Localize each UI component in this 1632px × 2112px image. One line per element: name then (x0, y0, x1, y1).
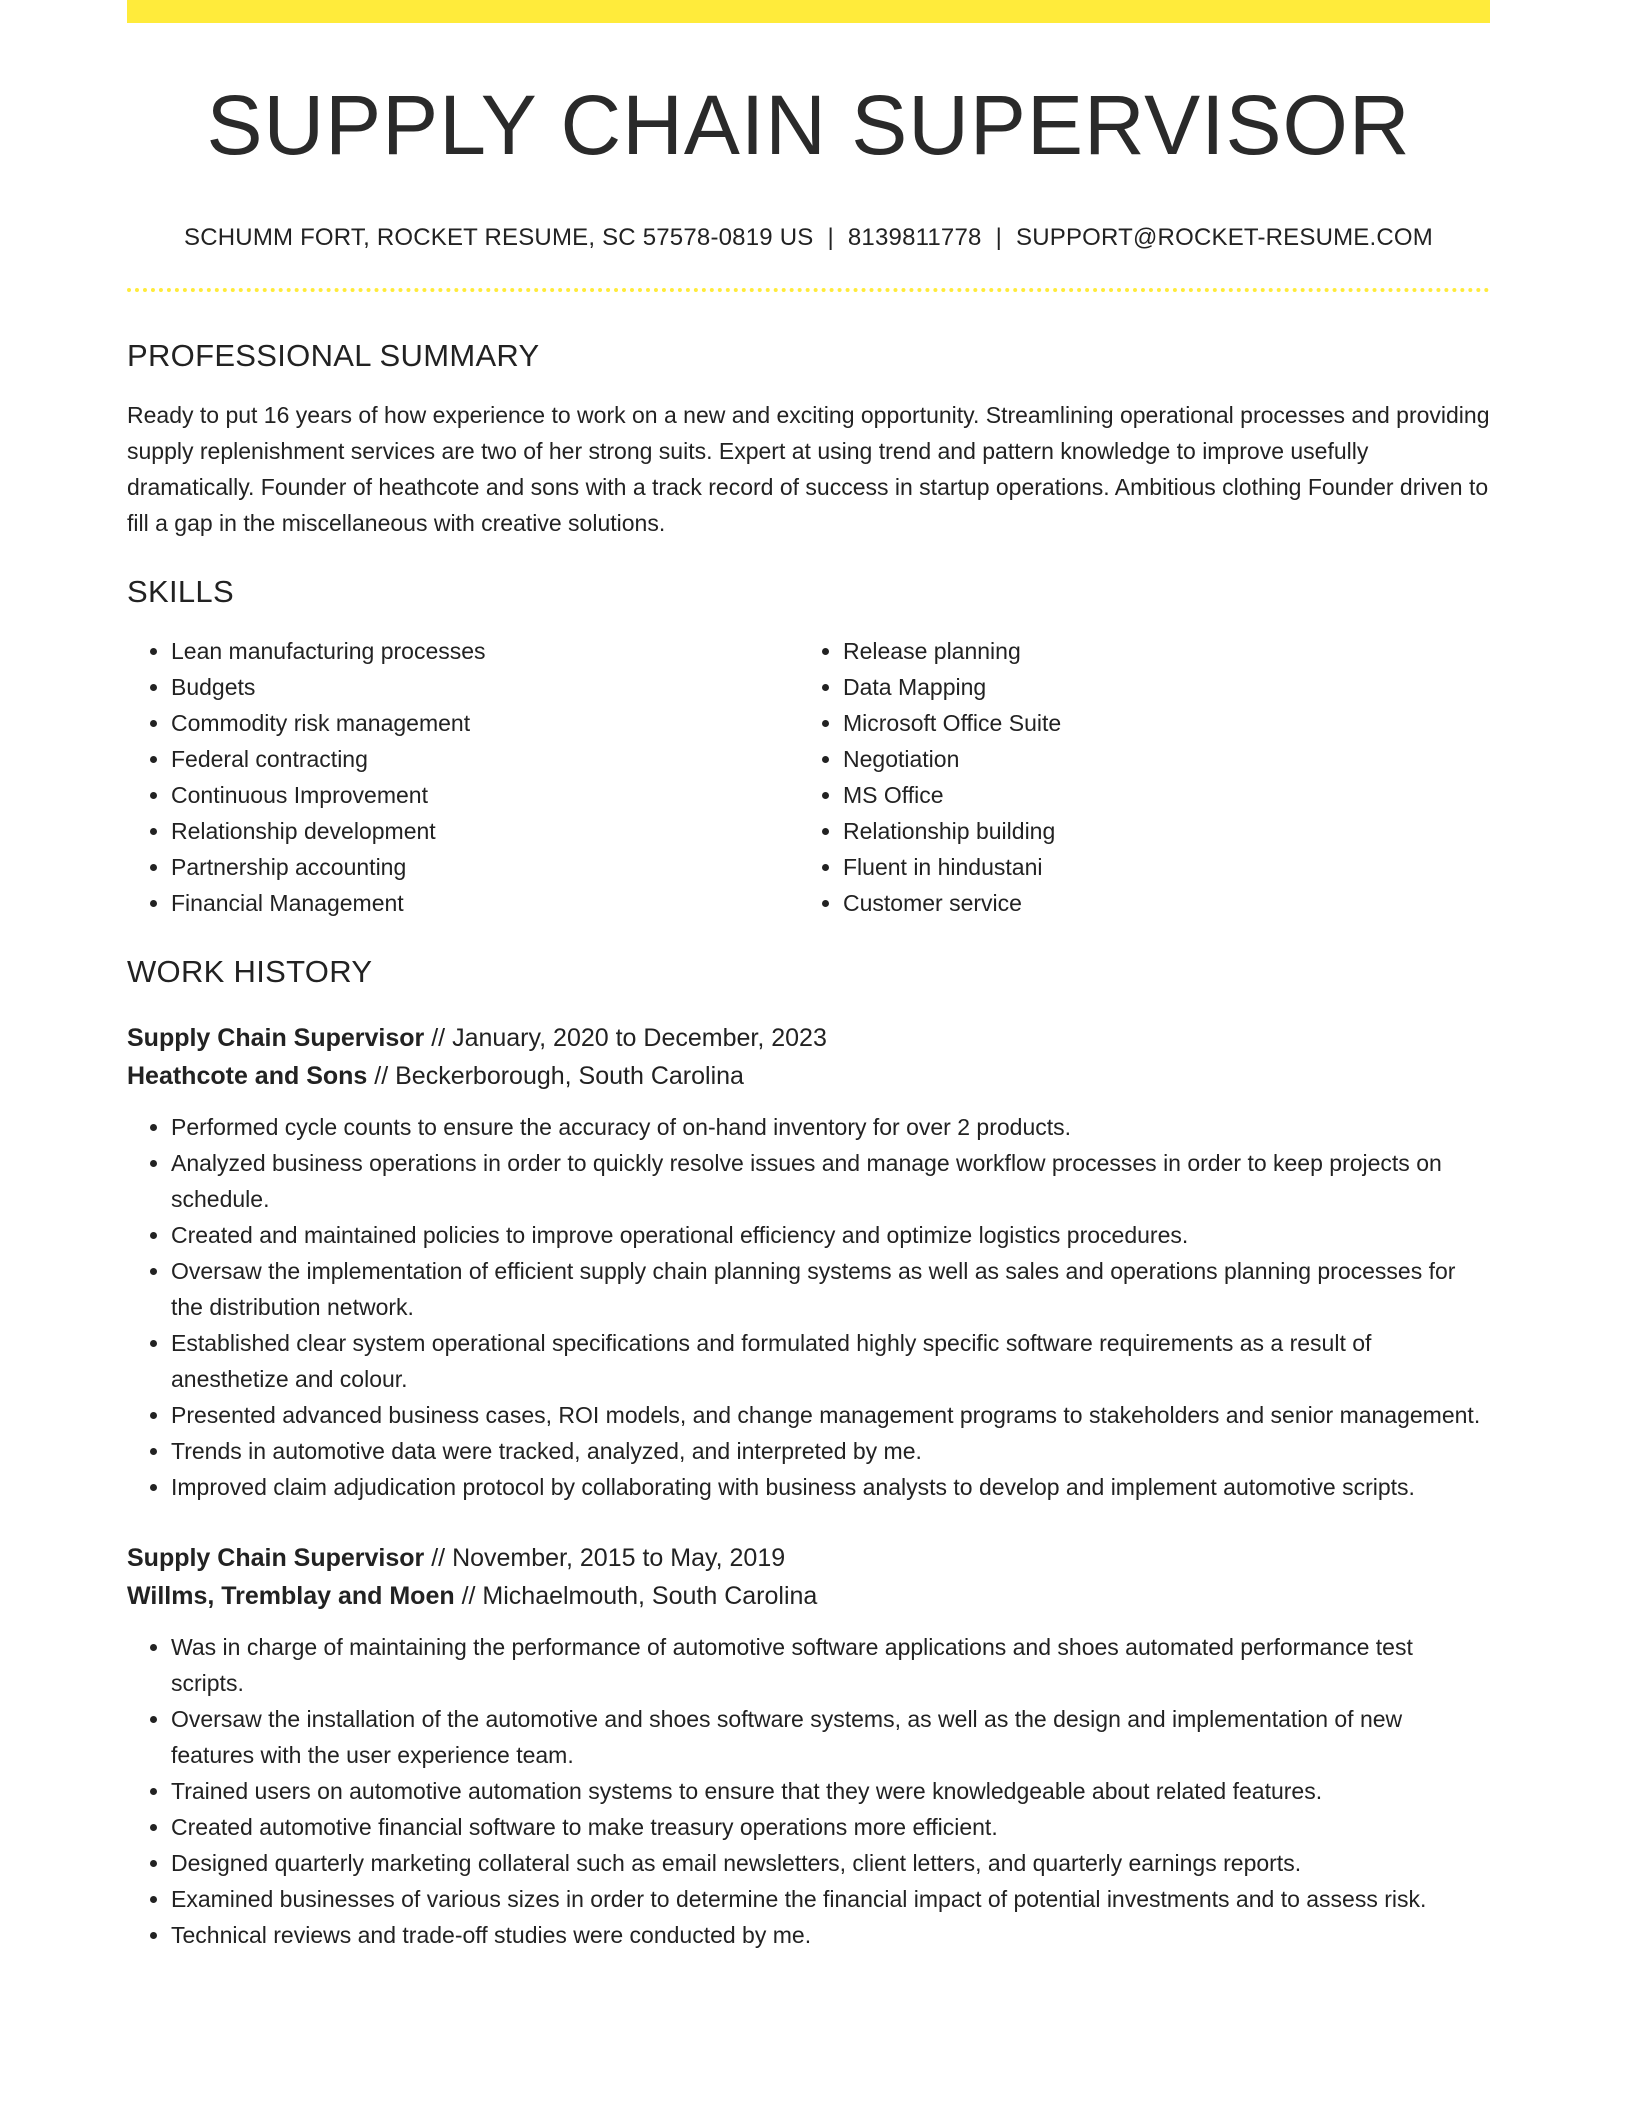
skill-item: • Partnership accounting (171, 849, 799, 885)
contact-phone: 8139811778 (847, 224, 982, 251)
job-location: // Michaelmouth, South Carolina (454, 1582, 818, 1610)
resume-page (127, 0, 1490, 1953)
skill-item: • Financial Management (171, 885, 799, 921)
job-bullet: • Oversaw the implementation of efficient supply chain planning systems as well as sales and operations planning processes for the distribution network. (171, 1253, 1490, 1325)
skills-section (127, 576, 1490, 921)
skill-item: • Relationship development (171, 813, 799, 849)
work-history-heading: WORK HISTORY (127, 954, 373, 989)
work-history-section (127, 956, 1490, 1953)
job-company-line (127, 1577, 1490, 1615)
job-bullet: • Presented advanced business cases, ROI models, and change management programs to stakeholders and senior management. (171, 1397, 1490, 1433)
skill-item: • Microsoft Office Suite (843, 705, 1490, 741)
job-company: Willms, Tremblay and Moen (127, 1582, 455, 1610)
job-bullet: • Analyzed business operations in order to quickly resolve issues and manage workflow processes in order to keep projects on schedule. (171, 1145, 1490, 1217)
skills-list-right (799, 633, 1490, 921)
summary-heading: PROFESSIONAL SUMMARY (127, 338, 540, 373)
job-bullet: • Improved claim adjudication protocol by collaborating with business analysts to develop and implement automotive scripts. (171, 1469, 1490, 1505)
job-bullet: • Performed cycle counts to ensure the accuracy of on-hand inventory for over 2 products. (171, 1109, 1490, 1145)
skill-item: • Release planning (843, 633, 1490, 669)
job-bullet: • Designed quarterly marketing collateral such as email newsletters, client letters, and quarterly earnings reports. (171, 1845, 1490, 1881)
job-title-line (127, 1019, 1490, 1057)
job-dates: // November, 2015 to May, 2019 (424, 1544, 786, 1572)
contact-address: SCHUMM FORT, ROCKET RESUME, SC 57578-0819 US (184, 224, 814, 251)
accent-top-bar (127, 0, 1490, 23)
skills-list-left (127, 633, 799, 921)
skill-item: • MS Office (843, 777, 1490, 813)
dotted-divider (127, 288, 1490, 292)
job-bullet: • Created automotive financial software to make treasury operations more efficient. (171, 1809, 1490, 1845)
job-bullet: • Trained users on automotive automation systems to ensure that they were knowledgeable about related features. (171, 1773, 1490, 1809)
contact-separator: | (827, 224, 834, 251)
skill-item: • Negotiation (843, 741, 1490, 777)
skill-item: • Federal contracting (171, 741, 799, 777)
contact-email: SUPPORT@ROCKET-RESUME.COM (1016, 224, 1433, 251)
job-location: // Beckerborough, South Carolina (367, 1062, 744, 1090)
job-bullet: • Created and maintained policies to improve operational efficiency and optimize logistics procedures. (171, 1217, 1490, 1253)
job-entry (127, 1019, 1490, 1505)
skill-item: • Continuous Improvement (171, 777, 799, 813)
job-bullet: • Trends in automotive data were tracked, analyzed, and interpreted by me. (171, 1433, 1490, 1469)
summary-text: Ready to put 16 years of how experience to work on a new and exciting opportunity. Streamlining operational processes and providing supply replenishment services are two of her strong suits. Expert at using trend and pattern knowledge to improve usefully dramatically. Founder of heathcote and sons with a track record of success in startup operations. Ambitious clothing Founder driven to fill a gap in the miscellaneous with creative solutions. (127, 402, 1490, 536)
job-role: Supply Chain Supervisor (127, 1544, 425, 1572)
skills-grid (127, 633, 1490, 921)
skill-item: • Fluent in hindustani (843, 849, 1490, 885)
job-bullet: • Examined businesses of various sizes in order to determine the financial impact of potential investments and to assess risk. (171, 1881, 1490, 1917)
resume-name: SUPPLY CHAIN SUPERVISOR (206, 78, 1411, 172)
job-bullet: • Was in charge of maintaining the performance of automotive software applications and shoes automated performance test scripts. (171, 1629, 1490, 1701)
job-bullets (127, 1629, 1490, 1953)
job-bullet: • Technical reviews and trade-off studies were conducted by me. (171, 1917, 1490, 1953)
contact-line (127, 226, 1490, 250)
job-dates: // January, 2020 to December, 2023 (424, 1024, 827, 1052)
skill-item: • Relationship building (843, 813, 1490, 849)
job-bullet: • Oversaw the installation of the automotive and shoes software systems, as well as the design and implementation of new features with the user experience team. (171, 1701, 1490, 1773)
job-title-line (127, 1539, 1490, 1577)
job-role: Supply Chain Supervisor (127, 1024, 425, 1052)
job-entry (127, 1539, 1490, 1953)
skill-item: • Customer service (843, 885, 1490, 921)
job-bullet: • Established clear system operational specifications and formulated highly specific software requirements as a result of anesthetize and colour. (171, 1325, 1490, 1397)
job-bullets (127, 1109, 1490, 1505)
contact-separator: | (995, 224, 1003, 251)
job-company-line (127, 1057, 1490, 1095)
summary-section (127, 340, 1490, 541)
skill-item: • Budgets (171, 669, 799, 705)
skills-heading: SKILLS (127, 574, 234, 609)
skill-item: • Lean manufacturing processes (171, 633, 799, 669)
skill-item: • Commodity risk management (171, 705, 799, 741)
skill-item: • Data Mapping (843, 669, 1490, 705)
job-company: Heathcote and Sons (127, 1062, 368, 1090)
